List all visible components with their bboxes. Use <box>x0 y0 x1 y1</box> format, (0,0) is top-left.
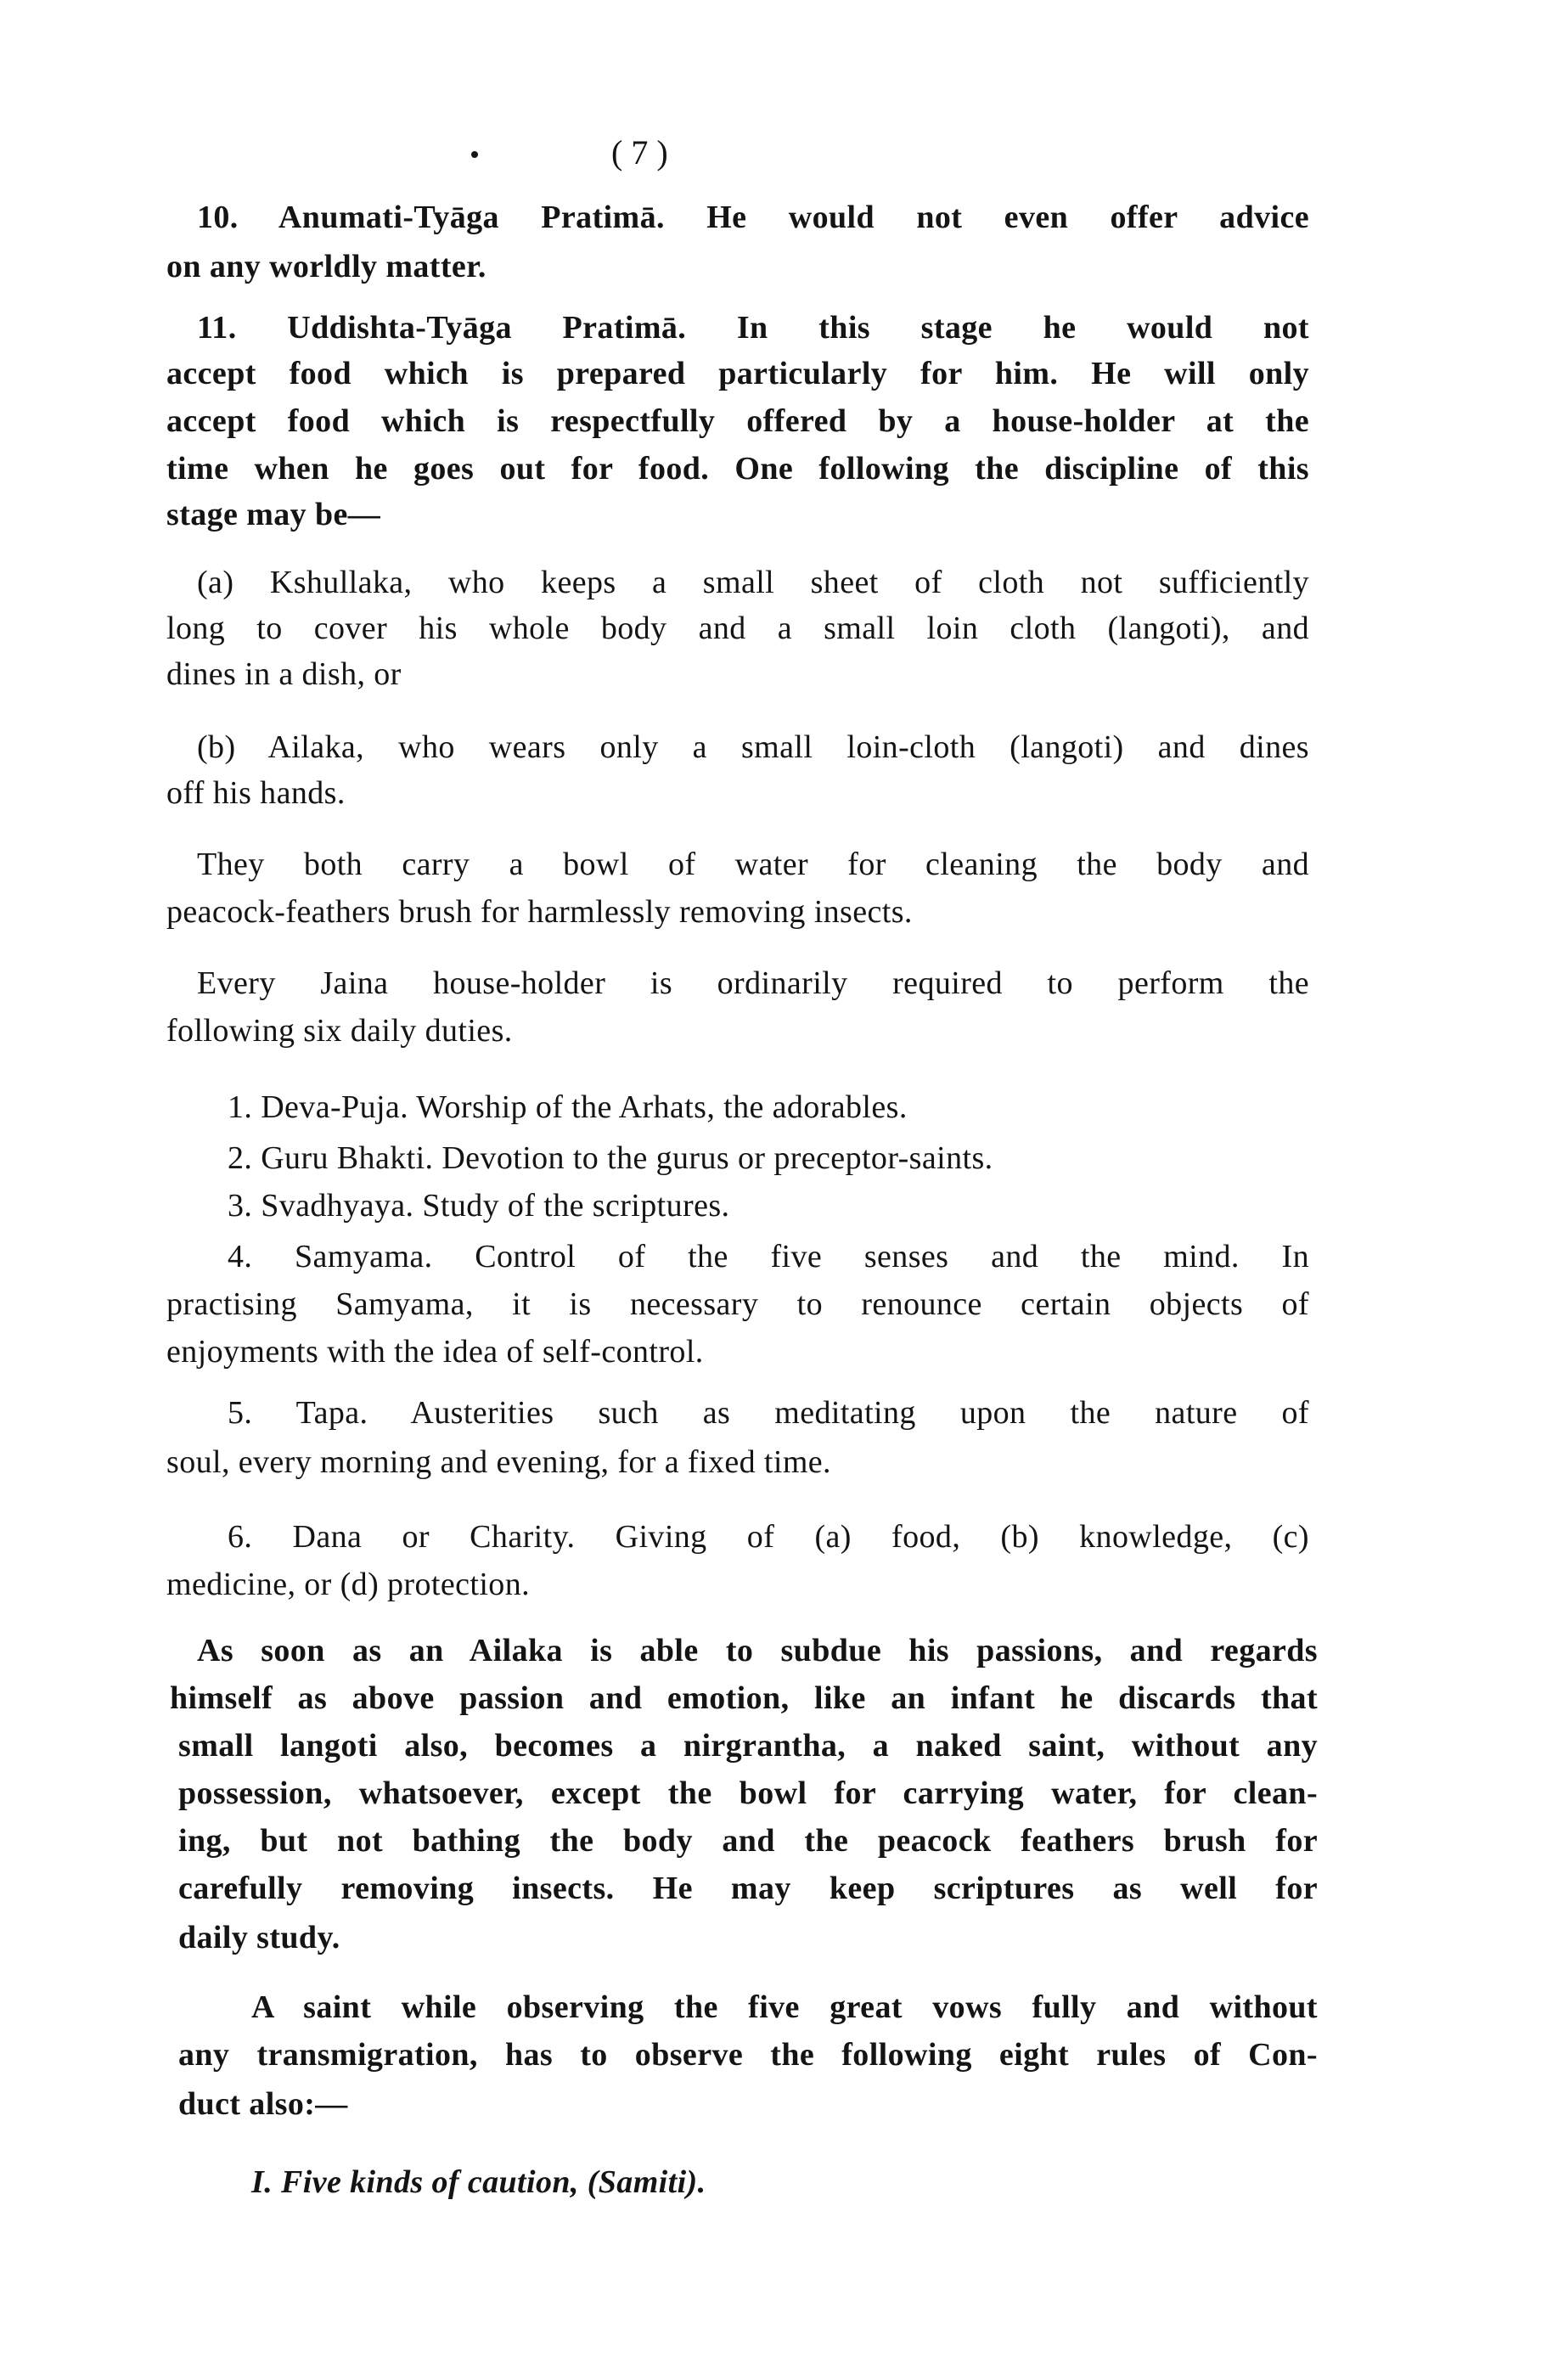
text-line: daily study. <box>178 1920 340 1955</box>
text-line: 11. Uddishta-Tyāga Pratimā. In this stage he would not <box>197 310 1309 346</box>
list-item: 4. Samyama. Control of the five senses and the mind. In <box>228 1239 1309 1274</box>
text-line: ing, but not bathing the body and the peacock feathers brush for <box>178 1823 1318 1859</box>
text-line: A saint while observing the five great vows fully and without <box>251 1989 1318 2025</box>
text-line: on any worldly matter. <box>166 249 486 284</box>
page-dot-mark <box>471 151 478 158</box>
list-item: 5. Tapa. Austerities such as meditating upon the nature of <box>228 1395 1309 1431</box>
text-line: off his hands. <box>166 775 346 811</box>
text-line: Every Jaina house-holder is ordinarily required to perform the <box>197 965 1309 1001</box>
text-line: soul, every morning and evening, for a fixed time. <box>166 1444 831 1480</box>
text-line: time when he goes out for food. One following the discipline of this <box>166 451 1309 487</box>
list-item: 6. Dana or Charity. Giving of (a) food, (b) knowledge, (c) <box>228 1519 1309 1555</box>
text-line: enjoyments with the idea of self-control. <box>166 1334 704 1370</box>
text-line: any transmigration, has to observe the following eight rules of Con- <box>178 2037 1318 2073</box>
text-line: (a) Kshullaka, who keeps a small sheet of cloth not sufficiently <box>197 565 1309 600</box>
text-line: dines in a dish, or <box>166 656 402 692</box>
section-heading: I. Five kinds of caution, (Samiti). <box>251 2164 706 2200</box>
list-item: 2. Guru Bhakti. Devotion to the gurus or preceptor-saints. <box>228 1140 993 1176</box>
text-line: peacock-feathers brush for harmlessly removing insects. <box>166 894 913 930</box>
text-line: long to cover his whole body and a small loin cloth (langoti), and <box>166 610 1309 646</box>
text-line: duct also:— <box>178 2086 348 2122</box>
text-line: accept food which is respectfully offered by a house-holder at the <box>166 403 1309 439</box>
text-line: practising Samyama, it is necessary to renounce certain objects of <box>166 1286 1309 1322</box>
text-line: following six daily duties. <box>166 1013 513 1049</box>
text-line: As soon as an Ailaka is able to subdue his passions, and regards <box>197 1633 1318 1668</box>
text-line: 10. Anumati-Tyāga Pratimā. He would not even offer advice <box>197 200 1309 235</box>
list-item: 1. Deva-Puja. Worship of the Arhats, the adorables. <box>228 1089 908 1125</box>
text-line: (b) Ailaka, who wears only a small loin-cloth (langoti) and dines <box>197 729 1309 765</box>
page-number: ( 7 ) <box>611 133 668 172</box>
text-line: carefully removing insects. He may keep scriptures as well for <box>178 1871 1318 1906</box>
text-line: accept food which is prepared particularly for him. He will only <box>166 356 1309 391</box>
text-line: himself as above passion and emotion, like an infant he discards that <box>170 1680 1318 1716</box>
text-line: medicine, or (d) protection. <box>166 1567 530 1602</box>
text-line: small langoti also, becomes a nirgrantha, a naked saint, without any <box>178 1728 1318 1764</box>
text-line: possession, whatsoever, except the bowl for carrying water, for clean- <box>178 1775 1318 1811</box>
list-item: 3. Svadhyaya. Study of the scriptures. <box>228 1188 730 1224</box>
text-line: stage may be— <box>166 497 381 532</box>
text-line: They both carry a bowl of water for cleaning the body and <box>197 847 1309 882</box>
